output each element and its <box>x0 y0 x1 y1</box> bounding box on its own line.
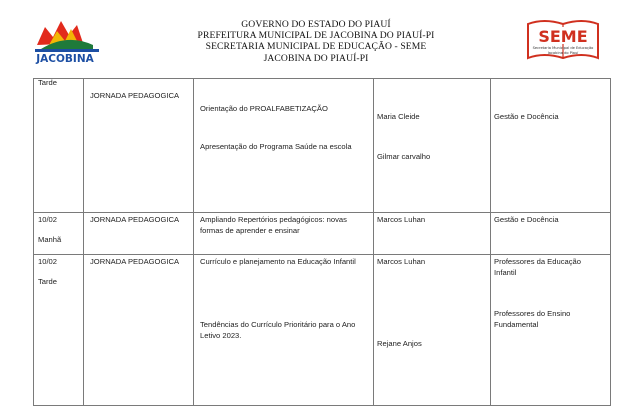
period-text: Manhã <box>38 235 62 244</box>
topic-text: formas de aprender e ensinar <box>200 226 300 235</box>
topic-cell <box>194 79 374 213</box>
audience-text: Fundamental <box>494 320 539 329</box>
table-row <box>34 79 611 213</box>
type-text: JORNADA PEDAGOGICA <box>90 257 180 266</box>
type-cell <box>84 255 194 406</box>
audience-cell <box>491 79 611 213</box>
header-line-2: PREFEITURA MUNICIPAL DE JACOBINA DO PIAUÍ-PI <box>197 30 435 42</box>
speaker-text: Gilmar carvalho <box>377 152 431 161</box>
type-cell <box>84 213 194 255</box>
jacobina-logo-text: JACOBINA <box>36 53 94 65</box>
document-header <box>0 0 639 78</box>
audience-text: Professores da Educação <box>494 257 581 266</box>
date-cell <box>34 79 84 213</box>
period-text: Tarde <box>38 78 57 87</box>
speaker-text: Marcos Luhan <box>377 215 426 224</box>
audience-text: Professores do Ensino <box>494 309 571 318</box>
audience-text: Gestão e Docência <box>494 112 559 121</box>
jacobina-logo <box>31 15 103 67</box>
topic-text: Currículo e planejamento na Educação Infantil <box>200 257 356 266</box>
header-line-1: GOVERNO DO ESTADO DO PIAUÍ <box>241 19 391 30</box>
audience-text: Infantil <box>494 268 517 277</box>
seme-logo <box>524 18 602 66</box>
type-cell <box>84 79 194 213</box>
topic-text: Letivo 2023. <box>200 331 242 340</box>
header-title-block <box>150 19 482 64</box>
speaker-text: Maria Cleide <box>377 112 420 121</box>
seme-logo-subtitle-1: Secretaria Municipal de Educação <box>532 46 594 50</box>
date-cell <box>34 255 84 406</box>
seme-logo-text: SEME <box>538 27 588 46</box>
header-line-4: JACOBINA DO PIAUÍ-PI <box>263 52 369 64</box>
topic-text: Ampliando Repertórios pedagógicos: novas <box>200 215 347 224</box>
audience-cell <box>491 255 611 406</box>
period-text: Tarde <box>38 277 57 286</box>
topic-cell <box>194 255 374 406</box>
schedule-table <box>33 78 611 406</box>
topic-text: Tendências do Currículo Prioritário para o Ano <box>200 320 356 329</box>
table-row <box>34 255 611 406</box>
speaker-cell <box>374 79 491 213</box>
speaker-cell <box>374 213 491 255</box>
audience-cell <box>491 213 611 255</box>
topic-text: Orientação do PROALFABETIZAÇÃO <box>200 104 328 113</box>
speaker-cell <box>374 255 491 406</box>
audience-text: Gestão e Docência <box>494 215 559 224</box>
table-row <box>34 213 611 255</box>
seme-logo-subtitle-2: Jacobina do Piauí <box>547 51 579 55</box>
header-line-3: SECRETARIA MUNICIPAL DE EDUCAÇÃO - SEME <box>205 41 427 53</box>
speaker-text: Marcos Luhan <box>377 257 426 266</box>
speaker-text: Rejane Anjos <box>377 339 422 348</box>
type-text: JORNADA PEDAGOGICA <box>90 215 180 224</box>
topic-text: Apresentação do Programa Saúde na escola <box>200 142 352 151</box>
topic-cell <box>194 213 374 255</box>
date-cell <box>34 213 84 255</box>
date-text: 10/02 <box>38 215 58 224</box>
type-text: JORNADA PEDAGOGICA <box>90 91 180 100</box>
date-text: 10/02 <box>38 257 58 266</box>
